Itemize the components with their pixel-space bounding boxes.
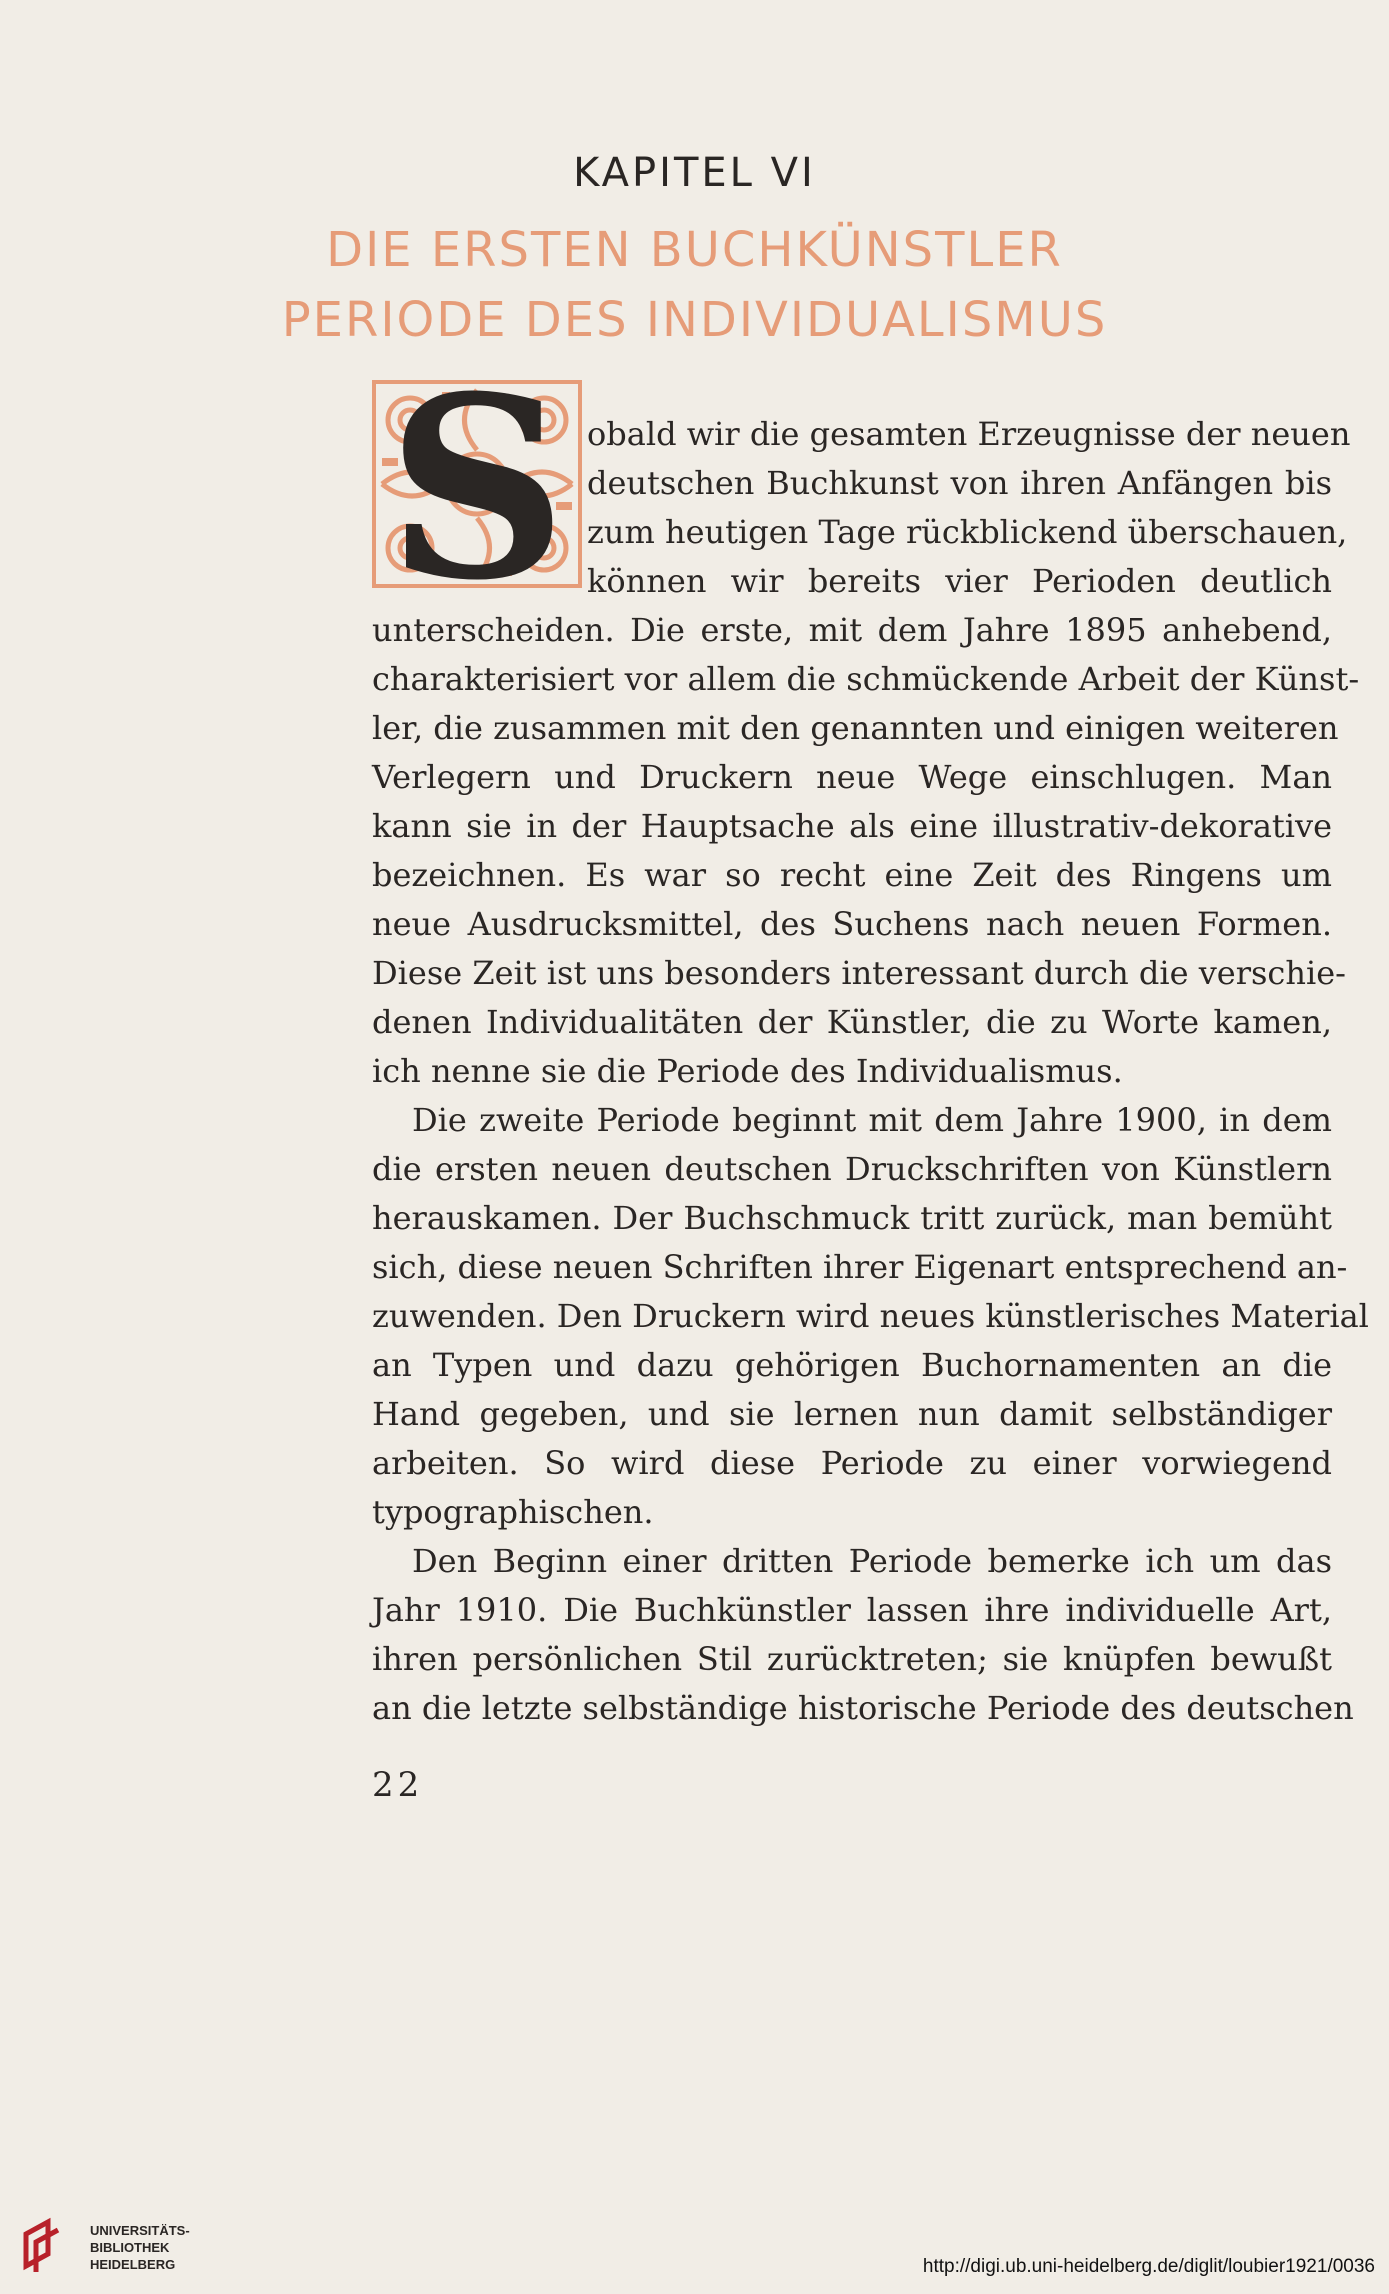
page-number: 22 — [372, 1765, 424, 1805]
text-line: an die letzte selbständige historische Periode des deutschen — [372, 1689, 1354, 1727]
text-line: bezeichnen. Es war so recht eine Zeit des Ringens um — [372, 856, 1332, 894]
text-line: ich nenne sie die Periode des Individualismus. — [372, 1052, 1123, 1090]
chapter-title-line-1: DIE ERSTEN BUCHKÜNSTLER — [326, 222, 1063, 278]
library-name-line-1: UNIVERSITÄTS- — [90, 2223, 190, 2238]
text-line: an Typen und dazu gehörigen Buchornamenten an die — [372, 1346, 1332, 1384]
text-line: charakterisiert vor allem die schmückende Arbeit der Künst- — [372, 660, 1360, 698]
text-line: zuwenden. Den Druckern wird neues künstlerisches Material — [372, 1297, 1369, 1335]
text-line: können wir bereits vier Perioden deutlich — [587, 562, 1332, 600]
text-line: Verlegern und Druckern neue Wege einschlugen. Man — [372, 758, 1332, 796]
text-line: ler, die zusammen mit den genannten und einigen weiteren — [372, 709, 1339, 747]
text-line: obald wir die gesamten Erzeugnisse der neuen — [587, 415, 1351, 453]
text-line: Jahr 1910. Die Buchkünstler lassen ihre individuelle Art, — [372, 1591, 1332, 1629]
text-line: arbeiten. So wird diese Periode zu einer vorwiegend — [372, 1444, 1332, 1482]
text-line: typographischen. — [372, 1493, 654, 1531]
text-line: deutschen Buchkunst von ihren Anfängen bis — [587, 464, 1332, 502]
text-line: denen Individualitäten der Künstler, die zu Worte kamen, — [372, 1003, 1332, 1041]
library-name-line-2: BIBLIOTHEK — [90, 2240, 170, 2255]
initial-letter: S — [386, 380, 568, 588]
text-line: unterscheiden. Die erste, mit dem Jahre 1895 anhebend, — [372, 611, 1332, 649]
text-line: kann sie in der Hauptsache als eine illustrativ-dekorative — [372, 807, 1332, 845]
text-line: Den Beginn einer dritten Periode bemerke ich um das — [412, 1542, 1332, 1580]
decorated-initial-s — [372, 380, 582, 588]
library-name-line-3: HEIDELBERG — [90, 2257, 176, 2272]
text-line: ihren persönlichen Stil zurücktreten; sie knüpfen bewußt — [372, 1640, 1332, 1678]
text-line: Diese Zeit ist uns besonders interessant durch die verschie- — [372, 954, 1346, 992]
text-line: Die zweite Periode beginnt mit dem Jahre 1900, in dem — [412, 1101, 1332, 1139]
text-line: Hand gegeben, und sie lernen nun damit selbständiger — [372, 1395, 1332, 1433]
library-logo-icon — [18, 2212, 88, 2282]
text-line: neue Ausdrucksmittel, des Suchens nach neuen Formen. — [372, 905, 1332, 943]
chapter-title-line-2: PERIODE DES INDIVIDUALISMUS — [281, 292, 1108, 348]
text-line: herauskamen. Der Buchschmuck tritt zurück, man bemüht — [372, 1199, 1332, 1237]
text-line: zum heutigen Tage rückblickend überschauen, — [587, 513, 1348, 551]
library-name — [90, 2222, 190, 2273]
text-line: die ersten neuen deutschen Druckschriften von Künstlern — [372, 1150, 1332, 1188]
chapter-heading: KAPITEL VI — [573, 150, 816, 196]
source-url[interactable]: http://digi.ub.uni-heidelberg.de/diglit/loubier1921/0036 — [922, 2256, 1375, 2277]
text-line: sich, diese neuen Schriften ihrer Eigenart entsprechend an- — [372, 1248, 1348, 1286]
